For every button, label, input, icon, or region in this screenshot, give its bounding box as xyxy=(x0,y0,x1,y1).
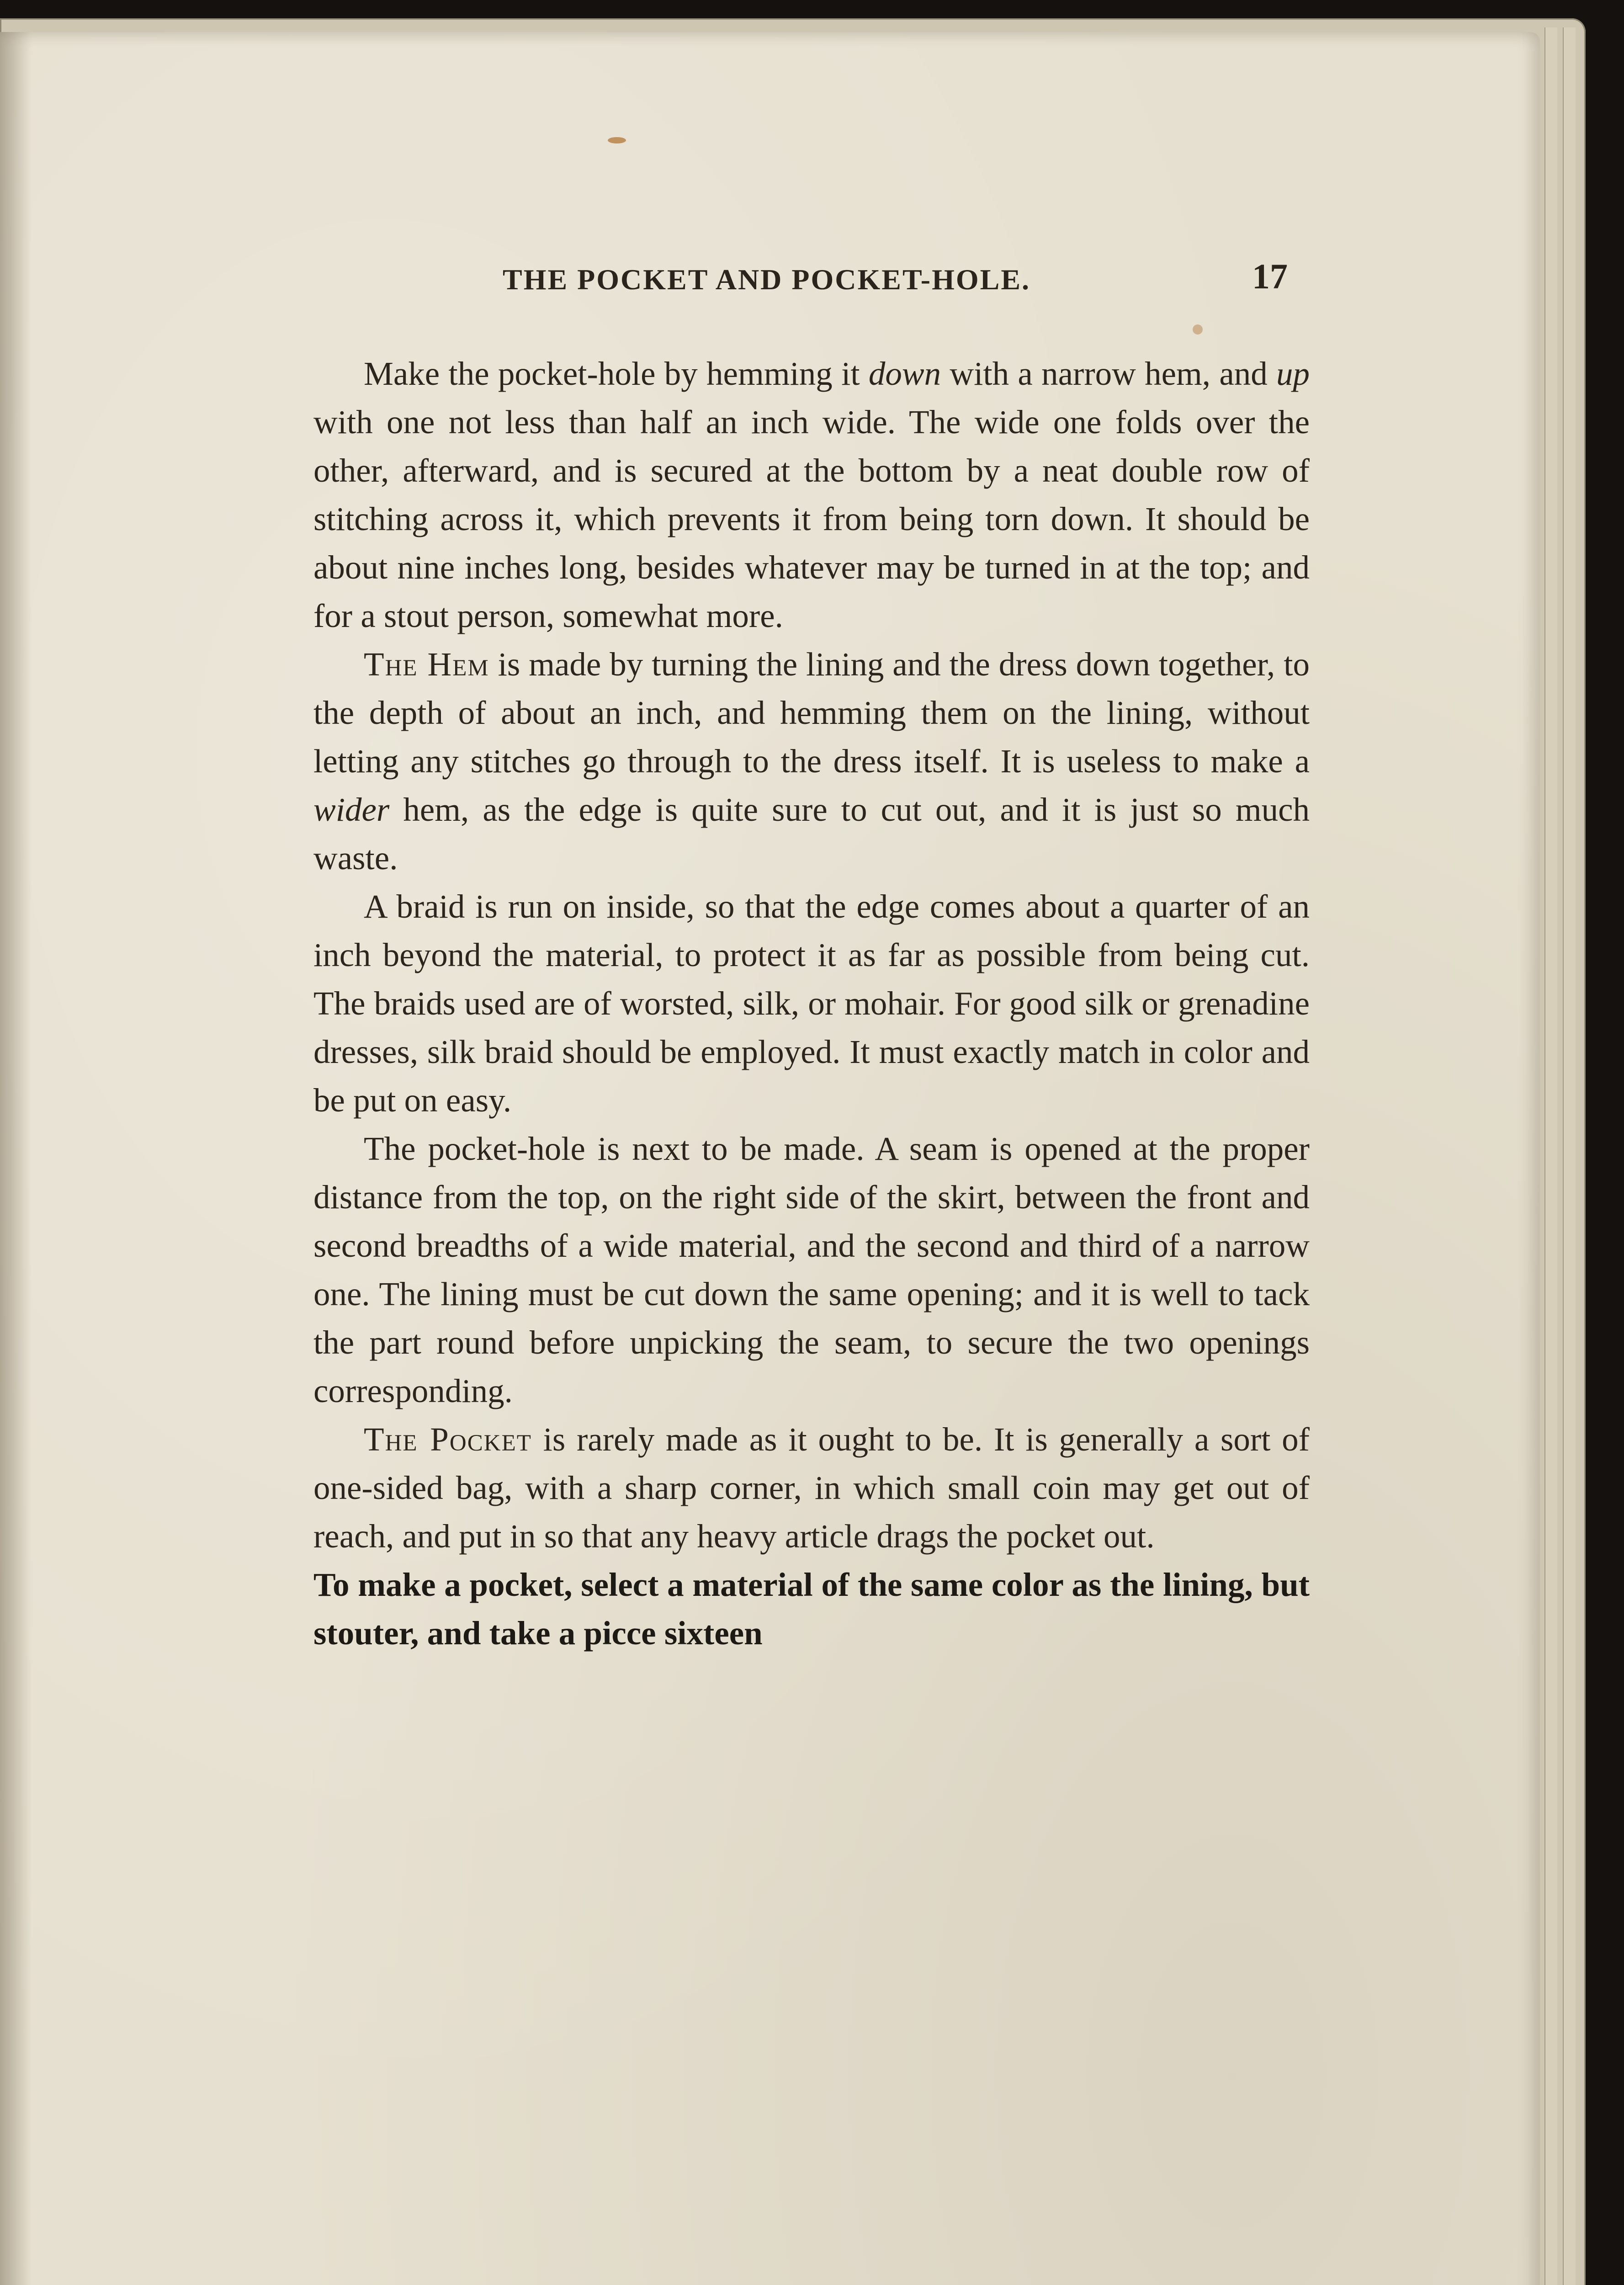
paragraph: Make the pocket-hole by hemming it down with a narrow hem, and up with one not less than half an inch wide. The wide one folds over the other, afterward, and is secured at the bottom by a neat double row of stitching across it, which prevents it from being torn down. It should be about nine inches long, besides whatever may be turned in at the top; and for a stout person, somewhat more. xyxy=(313,355,1310,634)
running-head: THE POCKET AND POCKET-HOLE. xyxy=(503,263,1030,296)
foxing-spot xyxy=(1193,324,1203,335)
section-lead: The Hem xyxy=(364,646,489,683)
page-edge-strip xyxy=(1544,27,1557,2285)
section-lead: The Pocket xyxy=(364,1421,532,1458)
paragraph: To make a pocket, select a material of the same color as the lining, but stouter, and take a picce sixteen xyxy=(313,1566,1310,1652)
emphasis: down xyxy=(868,355,941,392)
page-edge-strip xyxy=(1563,27,1576,2285)
body-text xyxy=(313,350,1310,1658)
emphasis: up xyxy=(1276,355,1310,392)
paragraph: The Pocket is rarely made as it ought to be. It is generally a sort of one-sided bag, with a sharp corner, in which small coin may get out of reach, and put in so that any heavy article drags the pocket out. xyxy=(313,1421,1310,1555)
paragraph: The pocket-hole is next to be made. A seam is opened at the proper distance from the top, on the right side of the skirt, between the front and second breadths of a wide material, and the second and third of a narrow one. The lining must be cut down the same opening; and it is well to tack the part round before unpicking the seam, to secure the two openings corresponding. xyxy=(313,1130,1310,1409)
paragraph: A braid is run on inside, so that the edge comes about a quarter of an inch beyond the material, to protect it as far as possible from being cut. The braids used are of worsted, silk, or mohair. For good silk or grenadine dresses, silk braid should be employed. It must exactly match in color and be put on easy. xyxy=(313,888,1310,1119)
gutter-shadow xyxy=(0,32,32,2285)
foxing-spot xyxy=(608,137,626,143)
paragraph: The Hem is made by turning the lining and the dress down together, to the depth of about an inch, and hemming them on the lining, without letting any stitches go through to the dress itself. It is useless to make a wider hem, as the edge is quite sure to cut out, and it is just so much waste. xyxy=(313,646,1310,877)
page-number: 17 xyxy=(1252,256,1288,296)
emphasis: wider xyxy=(313,791,390,828)
